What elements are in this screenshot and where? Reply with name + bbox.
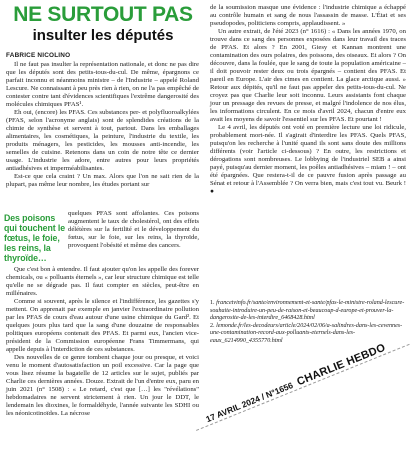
paragraph: quelques PFAS sont affolantes. Ces poisons augmentent le taux de cholestérol, ont des effets délétères sur la fertilité et le développement du fœtus, sur le foie, sur les reins, la thyroïde, provoquent l'obésité et même des cancers. [68,210,199,250]
paragraph: Il ne faut pas insulter la représentation nationale, et donc ne pas dire que les députés sont des petits-tous-du-cul. De même, épargnons ce parfait inconnu et néanmoins ministre – de l'Industrie – appelé Roland Lescure. Ne connaissant à peu près rien à rien, on ne l'a pas empêché de contester contre tant d'évidences scientifiques l'extrême dangerosité des molécules chimiques PFAS¹. [6,61,199,109]
article-column-1-middle [68,210,199,250]
paragraph: Le 4 avril, les députés ont voté en première lecture une loi ridicule, probablement mort-née. Il s'agirait d'interdire les PFAS. Quels PFAS, puisqu'on les recherche à l'unité quand ils sont sans doute des millions différents (voir l'article ci-dessous) ? En outre, les restrictions et dérogations sont nombreuses. Le lobbying de l'industriel SEB a ainsi payé, puisqu'au dernier moment, les poêles antiadhésives – miam ! – ont été épargnées. Que restera-t-il de ce pauvre fusion après passage au Sénat et retour à l'Assemblée ? On verra bien, mais c'est tout vu. Beurk ! ● [210,124,406,196]
page-footer [204,339,395,427]
issue-number: N°1656 [264,380,295,400]
paragraph: Eh oui, (encore) les PFAS. Ces substances per- et polyfluoroalkylées (PFAS, selon l'acronyme anglais) sont de splendides créations de la chimie de synthèse et servent à tout, partout. Dans les emballages alimentaires, les cosmétiques, la peinture, l'industrie du textile, les produits ménagers, les pesticides, les mousses anti-incendie, les semelles de cuisine. Retenons dans un coin de notre tête ce dernier usage. L'industrie les adore, entre autres pour leurs propriétés antiadhésives et imperméabilisantes. [6,109,199,173]
headline-subtitle: insulter les députés [32,27,174,44]
article-column-2 [210,4,406,196]
paragraph: de la soumission masque une évidence : l'industrie chimique a échappé au contrôle humain et sang de nous l'assassin de masse. L'État et ses pseudopodes, politiciens compris, applaudissent. » [210,4,406,28]
footnote-number: 1. [210,300,215,306]
footnote-url: lemonde.fr/les-decodeurs/article/2024/02/06/a-salindres-dans-les-cevennes-une-contamination-record-aux-polluants-eternels-dans-les-eaux_6214990_4355770.html [210,322,403,344]
paragraph: Des nouvelles de ce genre tombent chaque jour ou presque, et voici venu le moment d'autosatisfaction un poil excessive. Car la page que vous lisez résume la bagatelle de 12 articles sur le sujet, publiés par Charlie ces dernières années. Douze. Extrait de l'un d'entre eux, paru en juin 2021 (n° 1508) : « Le retard, c'est que […] les "révélations" hebdomadaires ne servent strictement à rien. Un jour le DDT, le lendemain les dioxines, le formaldéhyde, l'année suivante les SDHI ou les néonicotinoïdes. La nécrose [6,354,199,418]
footnote-url: francetvinfo.fr/sante/environnement-et-sante/pfas-le-ministre-roland-lescure-souhaite-introduire-un-peu-de-raison-et-beaucoup-d-europe-et-prouver-la-dangerosite-de-les-interdire_6468428.html [210,300,405,322]
publication-logo: CHARLIE HEBDO [295,341,388,389]
pull-quote: Des poisons qui touchent le fœtus, le foie, les reins, la thyroïde… [4,213,66,263]
footnote-number: 2. [210,322,215,329]
footnote [210,300,406,323]
article-column-1-bottom [6,266,199,418]
headline [0,4,206,44]
paragraph: Est-ce que cela craint ? Un max. Alors que l'on ne sait rien de la plupart, pas même leur nombre, les études portant sur [6,173,199,189]
paragraph: Comme si souvent, après le silence et l'indifférence, les gazettes s'y mettent. On apprenait par exemple en janvier l'extraordinaire pollution par les PFAS de cours d'eau autour d'une usine chimique du Gard². Et quelques jours plus tard que la sang d'une douzaine de responsables politiques européens contenait des PFAS. Et parmi eux, l'ancien vice-président de la Commission européenne Frans Timmermans, qui appelle depuis à l'interdiction de ces substances. [6,298,199,354]
article-column-1-top [6,61,199,189]
issue-date: 17 AVRIL 2024 [204,393,262,425]
paragraph: Un autre extrait, de l'été 2023 (n° 1616) : « Dans les années 1970, on trouve dans ce sang des personnes exposées dans leur travail des traces de PFAS. Et alors ? En 2001, Giesy et Kannan montrent une contamination des ours polaires, des poissons, des oiseaux. Et alors ? On découvre, dans la foulée, que le sang de toute la population américaine – il doit pouvoir rester deux ou trois épargnés – contient des PFAS. Et pareil en Europe. L'air des cimes en contient. La glace arctique aussi. » Retour aux dépités, qu'il ne faut pas appeler des petits-tous-du-cul. Ne croyez pas que Charlie leur soit inconnu. Leurs assistants font chaque jour un pressage des revues de presse, et malgré l'indolence de nos élus, les informations circulent. En ce mois d'avril 2024, chacun d'entre eux avait les moyens de savoir l'essentiel sur les PFAS. Et pourtant ! [210,28,406,124]
paragraph: Que c'est bon à entendre. Il faut ajouter qu'on les appelle des forever chemicals, ou « polluants éternels », car leur structure chimique est telle qu'elle ne se dégrade pas. Il faut compter en siècles, peut-être en millénaires. [6,266,199,298]
headline-title: NE SURTOUT PAS [13,3,193,26]
byline: FABRICE NICOLINO [6,52,71,59]
footnote [210,323,406,346]
footer-separator: / [259,391,266,402]
footnotes [210,300,406,346]
